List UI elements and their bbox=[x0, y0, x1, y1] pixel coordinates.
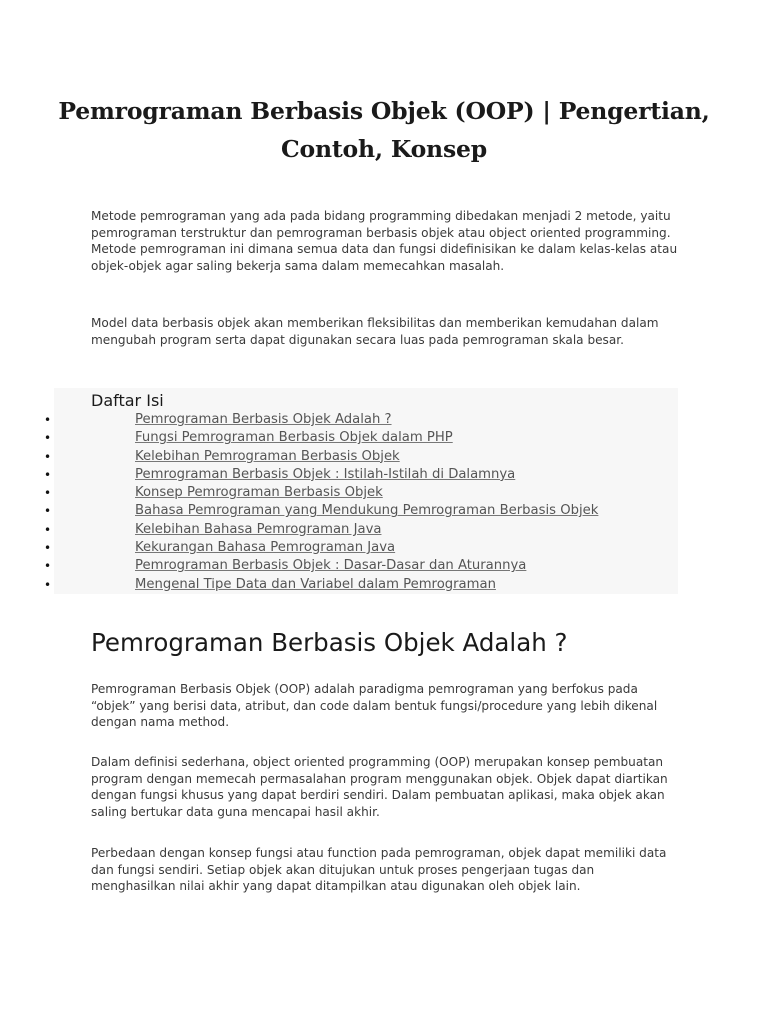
toc-list bbox=[0, 411, 768, 594]
section-heading: Pemrograman Berbasis Objek Adalah ? bbox=[91, 628, 568, 657]
bullet-icon: • bbox=[44, 504, 52, 519]
bullet-icon: • bbox=[44, 467, 52, 482]
bullet-icon: • bbox=[44, 559, 52, 574]
section-paragraph: Dalam definisi sederhana, object oriented programming (OOP) merupakan konsep pembuatan program dengan memecah permasalahan program menggunakan objek. Objek dapat diartikan dengan fungsi khusus yang dapat berdiri sendiri. Dalam pembuatan aplikasi, maka objek akan saling bertukar data guna mencapai hasil akhir. bbox=[91, 755, 668, 820]
toc-item bbox=[0, 411, 768, 429]
toc-link[interactable]: Pemrograman Berbasis Objek : Dasar-Dasar dan Aturannya bbox=[135, 558, 527, 574]
page-title: Pemrograman Berbasis Objek (OOP) | Pengertian, Contoh, Konsep bbox=[58, 97, 710, 163]
toc-item bbox=[0, 466, 768, 484]
bullet-icon: • bbox=[44, 522, 52, 537]
intro-paragraph: Metode pemrograman yang ada pada bidang programming dibedakan menjadi 2 metode, yaitu pemrograman terstruktur dan pemrograman berbasis objek atau object oriented programming. Metode pemrograman ini dimana semua data dan fungsi didefinisikan ke dalam kelas-kelas atau objek-objek agar saling bekerja sama dalam memecahkan masalah. bbox=[91, 209, 678, 274]
bullet-icon: • bbox=[44, 541, 52, 556]
toc-item bbox=[0, 429, 768, 447]
toc-link[interactable]: Pemrograman Berbasis Objek Adalah ? bbox=[135, 412, 392, 427]
intro-paragraph: Model data berbasis objek akan memberikan fleksibilitas dan memberikan kemudahan dalam mengubah program serta dapat digunakan secara luas pada pemrograman skala besar. bbox=[91, 316, 659, 347]
toc-link[interactable]: Kelebihan Pemrograman Berbasis Objek bbox=[135, 448, 400, 464]
toc-link[interactable]: Kekurangan Bahasa Pemrograman Java bbox=[135, 540, 396, 556]
toc-link[interactable]: Mengenal Tipe Data dan Variabel dalam Pemrograman bbox=[135, 576, 496, 592]
toc-item bbox=[0, 539, 768, 557]
bullet-icon: • bbox=[44, 431, 52, 446]
toc-link[interactable]: Kelebihan Bahasa Pemrograman Java bbox=[135, 521, 382, 537]
bullet-icon: • bbox=[44, 413, 52, 427]
toc-item bbox=[0, 448, 768, 466]
toc-item bbox=[0, 502, 768, 520]
toc-link[interactable]: Fungsi Pemrograman Berbasis Objek dalam PHP bbox=[135, 430, 453, 446]
section-paragraph: Pemrograman Berbasis Objek (OOP) adalah paradigma pemrograman yang berfokus pada “objek” yang berisi data, atribut, dan code dalam bentuk fungsi/procedure yang lebih dikenal dengan nama method. bbox=[91, 682, 658, 730]
bullet-icon: • bbox=[44, 449, 52, 464]
toc-link[interactable]: Konsep Pemrograman Berbasis Objek bbox=[135, 485, 383, 501]
toc-link[interactable]: Bahasa Pemrograman yang Mendukung Pemrograman Berbasis Objek bbox=[135, 503, 599, 519]
toc-link[interactable]: Pemrograman Berbasis Objek : Istilah-Istilah di Dalamnya bbox=[135, 466, 516, 482]
section-paragraph: Perbedaan dengan konsep fungsi atau function pada pemrograman, objek dapat memiliki data dan fungsi sendiri. Setiap objek akan ditujukan untuk proses pengerjaan tugas dan menghasilkan nilai akhir yang dapat ditampilkan atau digunakan oleh objek lain. bbox=[91, 846, 667, 894]
toc-item bbox=[0, 576, 768, 594]
toc-item bbox=[0, 557, 768, 575]
bullet-icon: • bbox=[44, 486, 52, 501]
toc-item bbox=[0, 521, 768, 539]
bullet-icon: • bbox=[44, 577, 52, 592]
toc-item bbox=[0, 484, 768, 502]
toc-title: Daftar Isi bbox=[91, 391, 164, 410]
